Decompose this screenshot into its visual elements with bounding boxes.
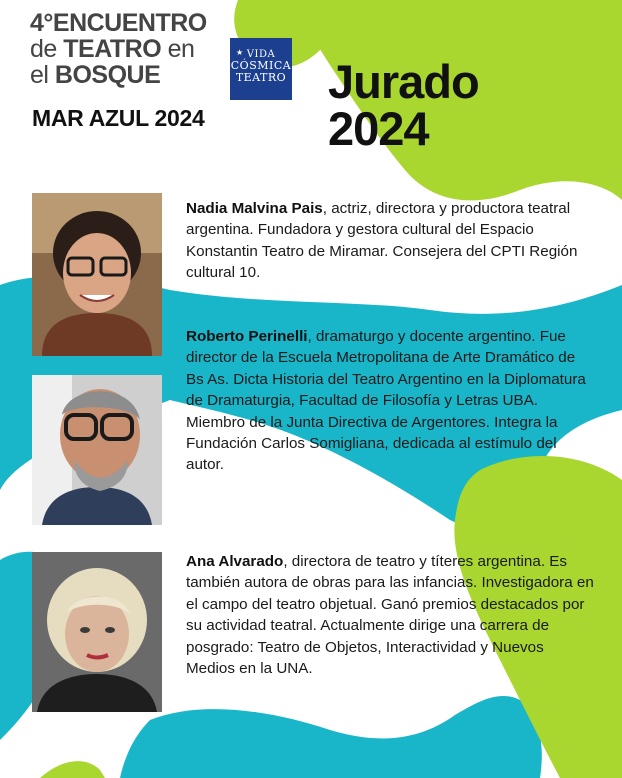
lime-sliver-bottom — [40, 761, 105, 778]
juror-bio-3 — [186, 551, 596, 679]
logo-line-1: VIDA — [246, 49, 276, 60]
juror-photo-1 — [32, 193, 162, 356]
event-line-2: de TEATRO en — [30, 35, 195, 63]
juror-photo-2 — [32, 375, 162, 525]
event-line-1: 4°ENCUENTRO — [30, 9, 207, 37]
logo-line-3: TEATRO — [235, 71, 287, 84]
page-title — [328, 55, 479, 155]
teal-blob-bottom — [120, 696, 542, 778]
juror-text-3: , directora de teatro y títeres argentina. Es también autora de obras para las infancias. Investigadora en el campo del teatro objetual. Ganó premios destacados por su actividad teatral. Actualmente dirige una carrera de posgrado: Teatro de Objetos, Interactividad y Nuevos Medios en la UNA. — [186, 553, 594, 678]
event-heading — [30, 9, 207, 131]
juror-name-3: Ana Alvarado — [186, 553, 284, 570]
event-subtitle: MAR AZUL 2024 — [32, 105, 205, 131]
juror-name-1: Nadia Malvina Pais — [186, 200, 323, 217]
star-icon: ★ — [236, 48, 244, 57]
title-line-1: Jurado — [328, 55, 479, 108]
juror-text-1: , actriz, directora y productora teatral argentina. Fundadora y gestora cultural del Espacio Konstantin Teatro de Miramar. Consejera del CPTI Región cultural 10. — [186, 200, 578, 282]
vida-cosmica-logo — [230, 38, 292, 100]
juror-photo-3 — [32, 552, 162, 712]
juror-bio-2 — [186, 326, 596, 476]
juror-bio-1 — [186, 198, 596, 284]
juror-name-2: Roberto Perinelli — [186, 328, 308, 345]
event-line-3: el BOSQUE — [30, 61, 161, 89]
juror-text-2: , dramaturgo y docente argentino. Fue director de la Escuela Metropolitana de Arte Dramático de Bs As. Dicta Historia del Teatro Argentino en la Diplomatura de Dramaturgia, Facultad de Filosofía y Letras UBA. Miembro de la Junta Directiva de Argentores. Integra la Fundación Carlos Somigliana, dedicada al estímulo del autor. — [186, 328, 586, 474]
title-line-2: 2024 — [328, 102, 429, 155]
logo-line-2: CÓSMICA — [230, 59, 292, 72]
